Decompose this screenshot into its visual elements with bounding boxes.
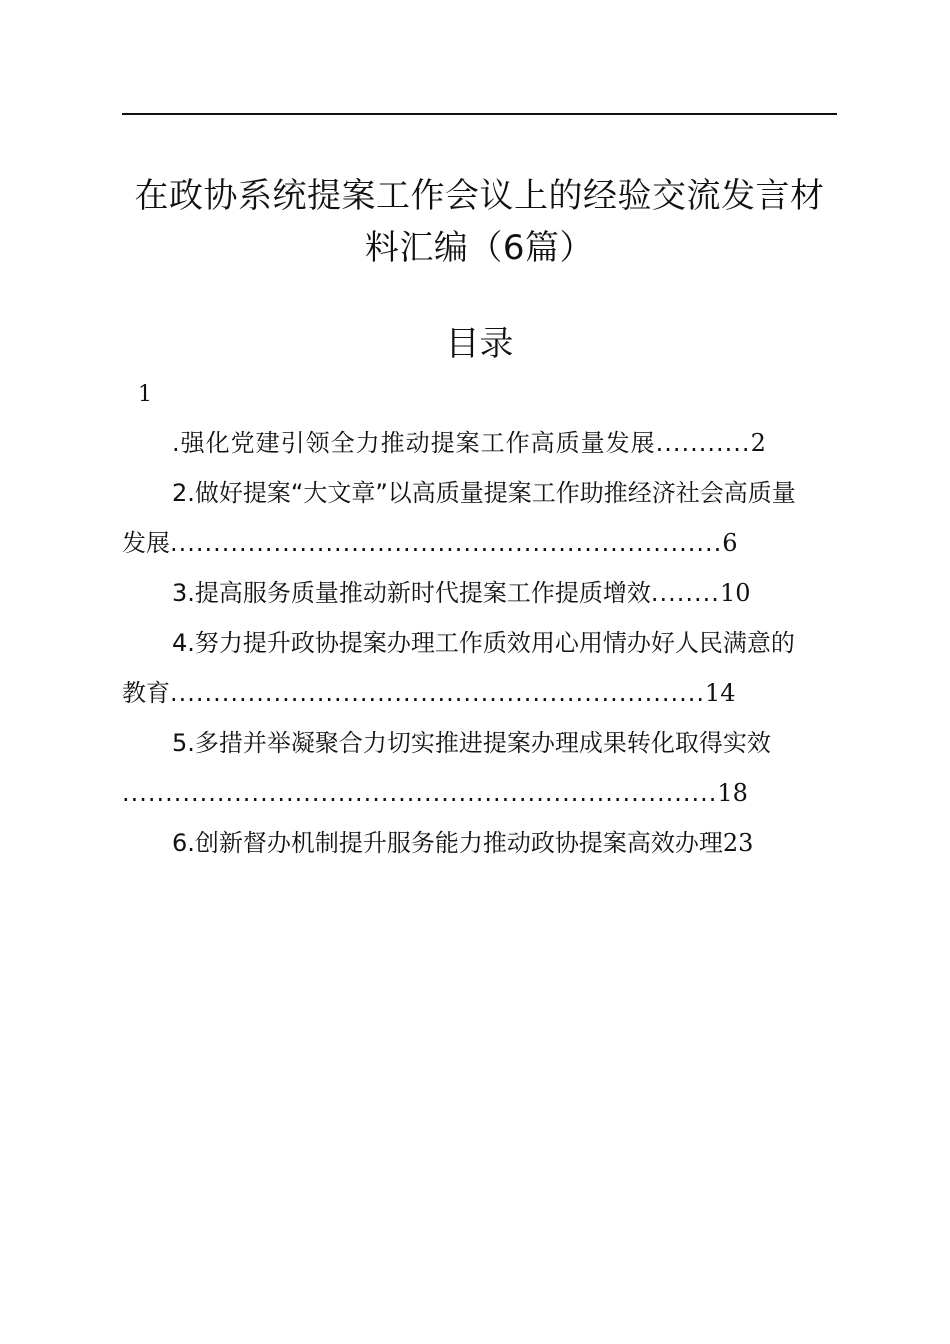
toc-entry-6-page: 23 <box>722 829 754 857</box>
toc-entry-2-leader: ................................................................ <box>170 529 723 557</box>
toc-entry-4-text: 4.努力提升政协提案办理工作质效用心用情办好人民满意的 <box>172 629 795 657</box>
toc-entry-3-text: 3.提高服务质量推动新时代提案工作提质增效 <box>172 579 651 607</box>
toc-entry-1[interactable] <box>172 426 766 460</box>
toc-heading: 目录 <box>445 324 514 364</box>
title-line-1: 在政协系统提案工作会议上的经验交流发言材 <box>134 176 825 216</box>
toc-entry-4-page: 14 <box>705 679 736 707</box>
toc-entry-2-line-2[interactable] <box>122 526 837 560</box>
toc-entry-4-text-cont: 教育 <box>122 679 170 707</box>
toc-entry-3-leader: ........ <box>650 579 720 607</box>
toc-entry-1-leader: ........... <box>655 429 751 457</box>
toc-entry-3[interactable] <box>172 576 750 610</box>
toc-entry-2-page: 6 <box>722 529 738 557</box>
toc-entry-5-line-2[interactable] <box>122 776 837 810</box>
toc-entry-5-line-1[interactable] <box>172 726 771 760</box>
toc-entry-4-leader: .............................................................. <box>170 679 705 707</box>
toc-entry-5-page: 18 <box>717 779 748 807</box>
toc-entry-5-text: 5.多措并举凝聚合力切实推进提案办理成果转化取得实效 <box>172 729 771 757</box>
toc-entry-2-text-cont: 发展 <box>122 529 170 557</box>
toc-entry-2-text: 2.做好提案“大文章”以高质量提案工作助推经济社会高质量 <box>172 479 796 507</box>
toc-entry-1-text: .强化党建引领全力推动提案工作高质量发展 <box>172 429 656 457</box>
toc-entry-1-page: 2 <box>750 429 766 457</box>
toc-entry-6-text: 6.创新督办机制提升服务能力推动政协提案高效办理 <box>172 829 723 857</box>
title-line-2: 料汇编（6篇） <box>364 228 595 268</box>
toc-entry-2-line-1[interactable] <box>172 476 796 510</box>
toc-entry-4-line-1[interactable] <box>172 626 795 660</box>
toc-entry-5-leader: ..................................................................... <box>122 779 718 807</box>
toc-entry-6[interactable] <box>172 826 753 860</box>
toc-entry-4-line-2[interactable] <box>122 676 837 710</box>
document-title <box>122 170 837 274</box>
stray-number: 1 <box>138 382 152 407</box>
header-rule <box>122 113 837 115</box>
toc-entry-3-page: 10 <box>719 579 751 607</box>
